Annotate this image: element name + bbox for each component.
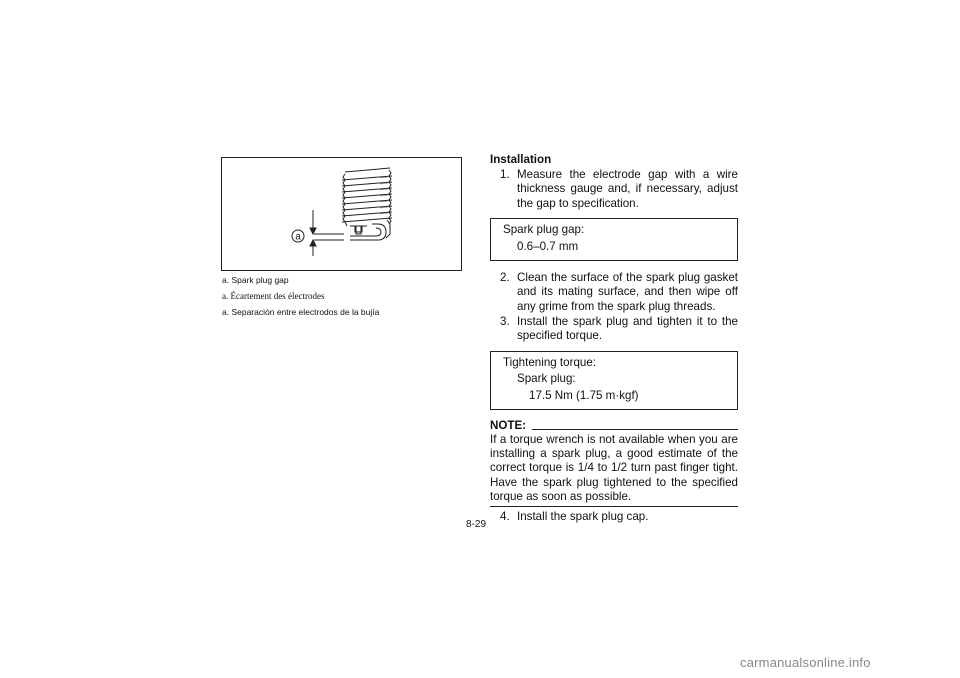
step-number: 3.: [500, 314, 510, 328]
step-1: [490, 168, 738, 211]
step-2: [490, 271, 738, 314]
watermark: carmanualsonline.info: [740, 655, 871, 670]
spark-plug-drawing: [222, 158, 462, 271]
note-label: NOTE:: [490, 418, 527, 432]
spec-box-gap: [490, 218, 738, 261]
spec-label: Tightening torque:: [503, 356, 597, 370]
step-text: Clean the surface of the spark plug gasket and its mating surface, and then wipe off any grime from the spark plug threads.: [517, 271, 738, 313]
installation-section: [490, 153, 738, 524]
spec-item: Spark plug:: [517, 372, 576, 386]
step-4: [490, 510, 738, 524]
note-rule: [532, 429, 738, 430]
caption-english: a. Spark plug gap: [222, 275, 289, 285]
spark-plug-illustration: [221, 157, 462, 271]
step-3: [490, 315, 738, 343]
spec-box-torque: [490, 351, 738, 410]
note-text: If a torque wrench is not available when you are installing a spark plug, a good estimate of the correct torque is 1/4 to 1/2 turn past finger tight. Have the spark plug tightened to the specified torque as soon as possible.: [490, 433, 738, 503]
caption-spanish: a. Separación entre electrodos de la bujía: [222, 307, 380, 317]
step-number: 1.: [500, 168, 510, 182]
caption-french: a. Écartement des électrodes: [222, 291, 325, 301]
spec-value: 0.6–0.7 mm: [517, 240, 579, 254]
note-end-rule: [490, 506, 738, 507]
spec-label: Spark plug gap:: [503, 222, 585, 236]
step-text: Install the spark plug cap.: [517, 510, 649, 524]
spec-value: 17.5 Nm (1.75 m·kgf): [529, 388, 639, 402]
step-number: 4.: [500, 510, 510, 524]
step-number: 2.: [500, 271, 510, 285]
page-number: 8-29: [466, 519, 487, 530]
step-text: Measure the electrode gap with a wire thickness gauge and, if necessary, adjust the gap to specification.: [517, 168, 738, 210]
note-heading: [490, 419, 738, 433]
step-text: Install the spark plug and tighten it to the specified torque.: [517, 314, 738, 343]
section-title: Installation: [490, 153, 552, 166]
callout-label: a: [295, 231, 301, 243]
